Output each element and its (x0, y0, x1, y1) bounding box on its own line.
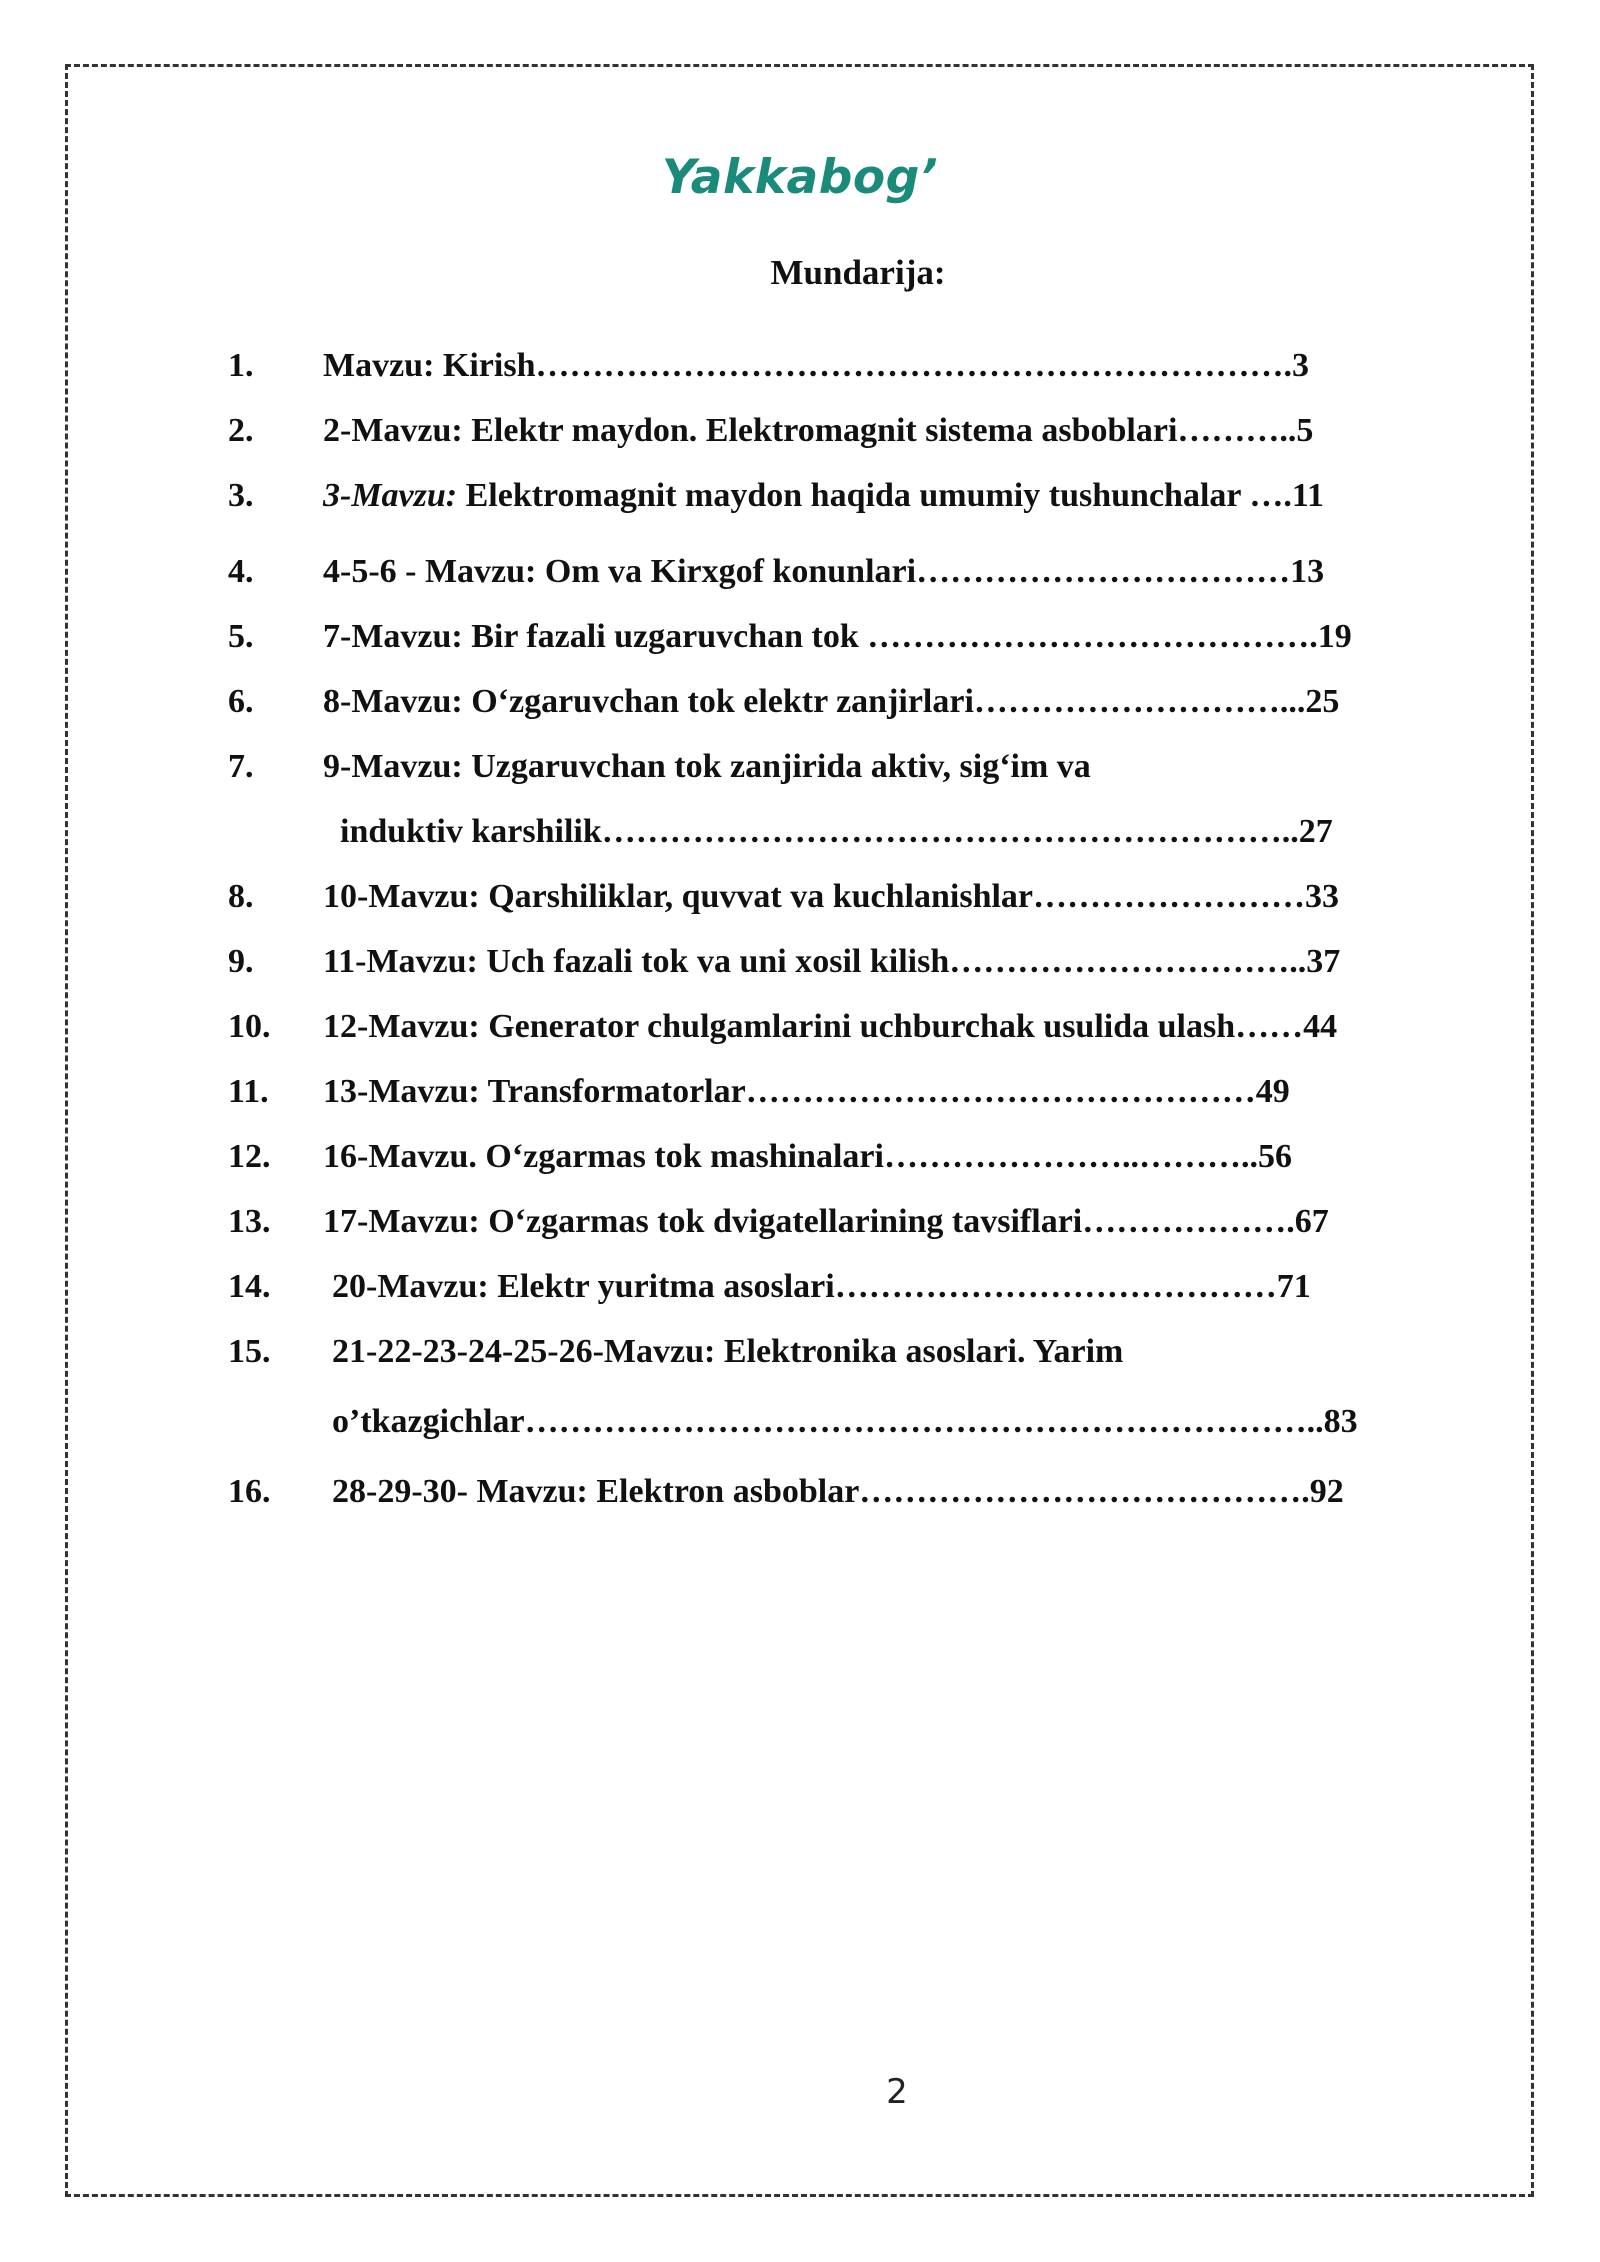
toc-entry-number: 10. (228, 1008, 271, 1045)
toc-entry-text: 12-Mavzu: Generator chulgamlarini uchburchak usulida ulash……44 (323, 1008, 1338, 1045)
toc-entry-number: 3. (228, 477, 254, 514)
toc-entry-text: 17-Mavzu: O‘zgarmas tok dvigatellarining tavsiflari……………….67 (323, 1203, 1329, 1240)
toc-entry-text: Elektromagnit maydon haqida umumiy tushunchalar ….11 (457, 477, 1324, 514)
toc-entry-number: 1. (228, 347, 254, 384)
toc-entry-text: induktiv karshilik……………………………………………………..27 (340, 813, 1333, 850)
toc-entry-number: 9. (228, 943, 254, 980)
toc-entry-number: 5. (228, 618, 254, 655)
toc-entry-text: 8-Mavzu: O‘zgaruvchan tok elektr zanjirlari………………………...25 (323, 683, 1340, 720)
toc-entry-prefix: 3-Mavzu: (323, 477, 458, 514)
toc-entry-number: 2. (228, 412, 254, 449)
toc-entry-number: 11. (228, 1073, 269, 1110)
page-number: 2 (886, 2072, 908, 2112)
toc-entry-text: Mavzu: Kirish………………………………………………………….3 (323, 347, 1309, 384)
toc-entry-text: 9-Mavzu: Uzgaruvchan tok zanjirida aktiv, sig‘im va (323, 748, 1091, 785)
toc-entry-number: 15. (228, 1333, 271, 1370)
toc-entry-text: 16-Mavzu. O‘zgarmas tok mashinalari…………………..………..56 (323, 1138, 1292, 1175)
toc-entry-number: 16. (228, 1473, 271, 1510)
toc-entry-number: 4. (228, 553, 254, 590)
toc-entry-number: 12. (228, 1138, 271, 1175)
toc-entry-number: 8. (228, 878, 254, 915)
toc-title: Mundarija: (770, 253, 946, 292)
toc-entry-text: o’tkazgichlar……………………………………………………………..83 (332, 1403, 1358, 1440)
toc-entry-text: 7-Mavzu: Bir fazali uzgaruvchan tok ………………………………….19 (323, 618, 1352, 655)
toc-entry-text: 11-Mavzu: Uch fazali tok va uni xosil kilish…………………………..37 (323, 943, 1341, 980)
toc-entry-text: 2-Mavzu: Elektr maydon. Elektromagnit sistema asboblari………..5 (323, 412, 1314, 449)
toc-entry-text: 10-Mavzu: Qarshiliklar, quvvat va kuchlanishlar……………………33 (323, 878, 1340, 915)
toc-entry-number: 7. (228, 748, 254, 785)
toc-entry-text: 20-Mavzu: Elektr yuritma asoslari…………………………………71 (332, 1268, 1311, 1305)
toc-entry-text: 21-22-23-24-25-26-Mavzu: Elektronika asoslari. Yarim (332, 1333, 1124, 1370)
toc-entry-number: 6. (228, 683, 254, 720)
page-header: Yakkabog’ (661, 150, 939, 205)
toc-entry-number: 14. (228, 1268, 271, 1305)
toc-entry-text: 4-5-6 - Mavzu: Om va Kirxgof konunlari……………………………13 (323, 553, 1325, 590)
toc-entry-text: 13-Mavzu: Transformatorlar………………………………………49 (323, 1073, 1290, 1110)
toc-entry-number: 13. (228, 1203, 271, 1240)
toc-entry-text: 28-29-30- Mavzu: Elektron asboblar………………………………….92 (332, 1473, 1344, 1510)
